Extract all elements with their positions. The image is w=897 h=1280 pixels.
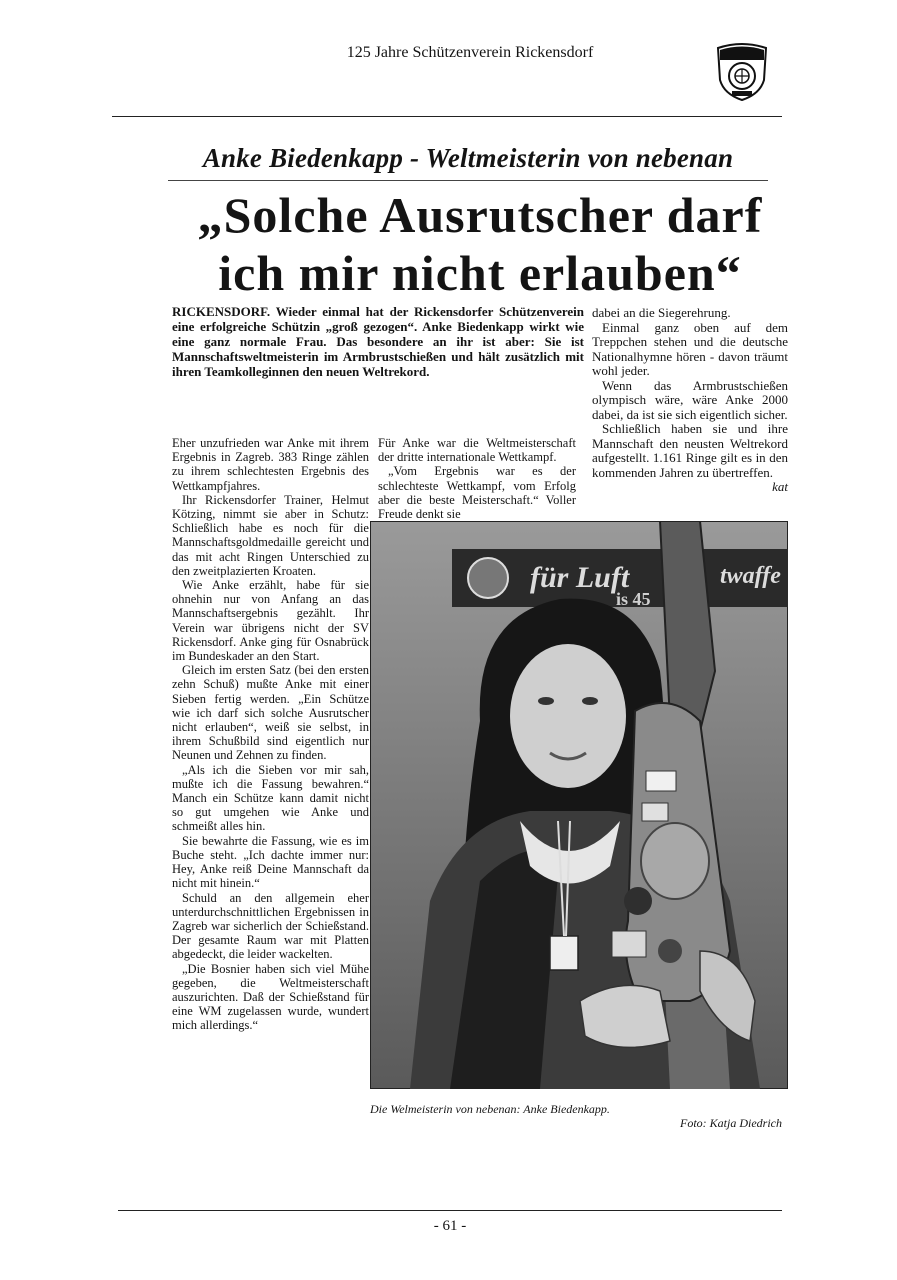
paragraph: Eher unzufrieden war Anke mit ihrem Ergebnis in Zagreb. 383 Ringe zählen zu ihrem schlechtesten Ergebnis des Wettkampfjahres. — [172, 436, 369, 493]
photo-credit: Foto: Katja Diedrich — [680, 1116, 782, 1130]
article-headline — [140, 186, 820, 302]
paragraph: Wie Anke erzählt, habe für sie ohnehin nur von Anfang an das Mannschaftsergebnis gezählt. Ihr Verein war übrigens nicht der SV Rickensdorf. Anke ging für Osnabrück im Bundeskader an den Start. — [172, 578, 369, 664]
medal-badge — [550, 936, 578, 970]
banner-subtext: is 45 — [616, 589, 651, 609]
page-header-title: 125 Jahre Schützenverein Rickensdorf — [346, 44, 594, 61]
headline-line-2: ich mir nicht erlauben“ — [218, 245, 742, 301]
paragraph: Sie bewahrte die Fassung, wie es im Buche steht. „Ich dachte immer nur: Hey, Anke reiß Deine Mannschaft da nicht mit hinein.“ — [172, 833, 369, 891]
header-rule — [112, 116, 782, 117]
banner-text-right: twaffe — [720, 563, 781, 589]
headline-line-1: „Solche Ausrutscher darf — [197, 187, 763, 243]
paragraph: Einmal ganz oben auf dem Treppchen stehen und die deutsche Nationalhymne hören - davon träumt wohl jeder. — [592, 319, 788, 378]
paragraph: Schließlich haben sie und ihre Mannschaft den neusten Weltrekord aufgestellt. 1.161 Ringe gilt es in den kommenden Jahren zu übertreffen. — [592, 421, 788, 480]
article-column-3 — [592, 306, 788, 495]
club-emblem-icon — [714, 42, 770, 102]
article-column-1 — [172, 436, 369, 1033]
paragraph: „Die Bosnier haben sich viel Mühe gegeben, die Weltmeisterschaft auszurichten. Daß der Schießstand für eine WM zugelassen wurde, wundert mich allerdings.“ — [172, 961, 369, 1033]
paragraph: Wenn das Armbrustschießen olympisch wäre, wäre Anke 2000 dabei, da ist sie sich eigentlich sicher. — [592, 377, 788, 422]
paragraph: „Als ich die Sieben vor mir sah, mußte ich die Fassung bewahren.“ Manch ein Schütze kann damit nicht so gut umgehen wie Anke und schmeißt alles hin. — [172, 762, 369, 834]
article-lead: RICKENSDORF. Wieder einmal hat der Rickensdorfer Schützenverein eine erfolgreiche Schützin „groß gezogen“. Anke Biedenkapp wirkt wie eine ganz normale Frau. Das besondere an ihr ist aber: Sie ist Mannschaftsweltmeisterin im Armbrustschießen und hält zusätzlich mit ihren Teamkolleginnen den neuen Weltrekord. — [172, 304, 584, 379]
banner-text: für Luft — [530, 561, 630, 594]
article-column-2 — [378, 436, 576, 521]
footer-rule — [118, 1210, 782, 1211]
paragraph: Schuld an den allgemein eher unterdurchschnittlichen Ergebnissen in Zagreb war sicherlich der Schießstand. Der gesamte Raum war mit Platten abgedeckt, die leider wackelten. — [172, 890, 369, 962]
article-kicker: Anke Biedenkapp - Weltmeisterin von nebenan — [202, 143, 734, 173]
paragraph: Gleich im ersten Satz (bei den ersten zehn Schuß) mußte Anke mit einer Sieben fertig werden. „Ein Schütze wie ich darf sich solche Ausrutscher nicht erlauben“, weiß sie selbst, in ihrem Schußbild sind eigentlich nur Neunen und Zehnen zu finden. — [172, 663, 369, 763]
person-hand — [580, 985, 670, 1047]
photo-caption: Die Welmeisterin von nebenan: Anke Biedenkapp. — [370, 1102, 610, 1116]
paragraph: „Vom Ergebnis war es der schlechteste Wettkampf, vom Erfolg aber die beste Meisterschaft.“ Voller Freude denkt sie — [378, 464, 576, 522]
page-number: - 61 - — [433, 1218, 467, 1234]
kicker-rule — [168, 180, 768, 181]
paragraph: dabei an die Siegerehrung. — [592, 305, 731, 320]
author-initials: kat — [772, 479, 788, 494]
article-photo — [370, 521, 788, 1089]
paragraph: Für Anke war die Weltmeisterschaft der dritte internationale Wettkampf. — [378, 436, 576, 465]
paragraph: Ihr Rickensdorfer Trainer, Helmut Kötzing, nimmt sie aber in Schutz: Schließlich habe es noch für die Mannschaftsgoldmedaille gereicht und das mit acht Ringen Unterschied zu den zweitplazierten Kroaten. — [172, 492, 369, 578]
person-face — [510, 644, 626, 788]
